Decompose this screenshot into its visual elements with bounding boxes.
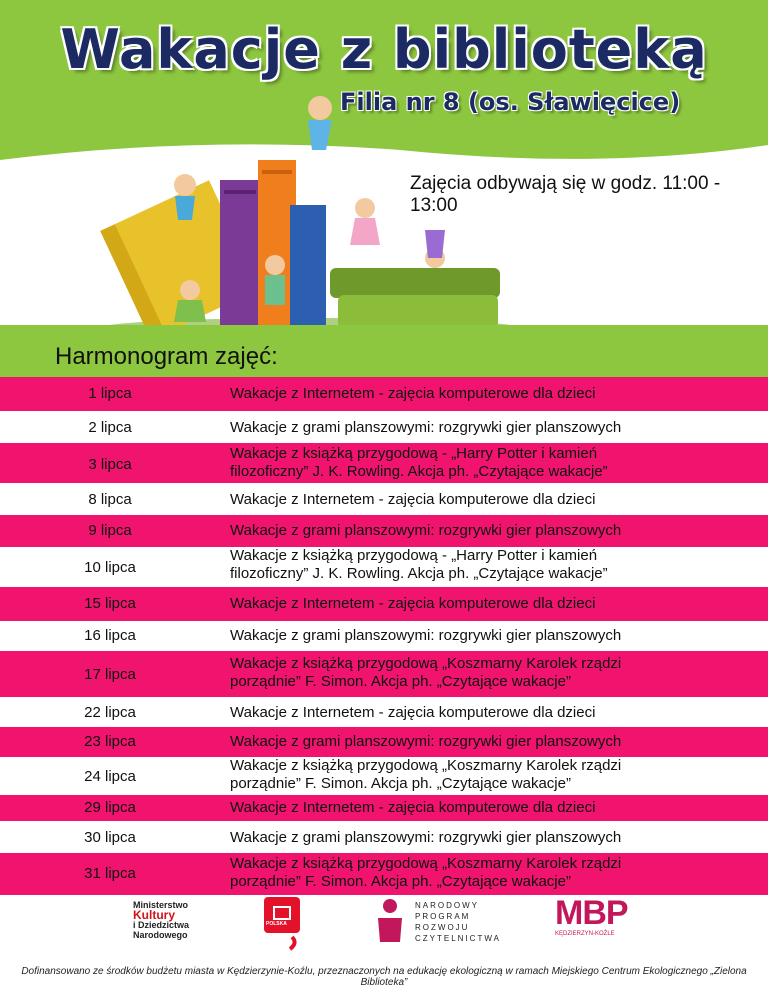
row-description: Wakacje z grami planszowymi: rozgrywki gier planszowych <box>230 522 622 539</box>
row-description: Wakacje z książką przygodową „Koszmarny Karolek rządzi <box>230 655 622 672</box>
page-subtitle: Filia nr 8 (os. Sławięcice) <box>340 88 681 116</box>
row-description: Wakacje z Internetem - zajęcia komputerowe dla dzieci <box>230 595 596 612</box>
ministry-logo <box>133 900 189 940</box>
row-date: 24 lipca <box>84 768 136 785</box>
funding-note: Dofinansowano ze środków budżetu miasta w Kędzierzynie-Koźlu, przeznaczonych na edukację ekologiczną w ramach Miejskiego Centrum Ekologicznego „Zielona Biblioteka” <box>21 966 747 988</box>
row-description: Wakacje z książką przygodową - „Harry Potter i kamień <box>230 547 598 564</box>
row-description: Wakacje z Internetem - zajęcia komputerowe dla dzieci <box>230 799 596 816</box>
row-description: Wakacje z książką przygodową „Koszmarny Karolek rządzi <box>230 757 622 774</box>
row-date: 31 lipca <box>84 865 136 882</box>
row-description: Wakacje z książką przygodową - „Harry Potter i kamień <box>230 445 598 462</box>
books-children-illustration <box>80 90 540 340</box>
row-description: Wakacje z grami planszowymi: rozgrywki gier planszowych <box>230 419 622 436</box>
nprcz-figure-icon <box>375 898 405 948</box>
schedule-row <box>0 483 768 515</box>
ministry-logo-line1: Ministerstwo <box>133 900 189 910</box>
nprcz-logo-text <box>415 900 501 944</box>
ministry-logo-line4: Narodowego <box>133 930 188 940</box>
hours-text: Zajęcia odbywają się w godz. 11:00 - 13:00 <box>410 173 721 216</box>
row-date: 23 lipca <box>84 733 136 750</box>
schedule-row <box>0 377 768 411</box>
mbp-logo <box>555 894 628 937</box>
schedule-row <box>0 727 768 757</box>
schedule-row <box>0 621 768 651</box>
row-description: Wakacje z grami planszowymi: rozgrywki gier planszowych <box>230 829 622 846</box>
mbp-label: MBP <box>555 894 628 932</box>
row-date: 9 lipca <box>88 522 132 539</box>
row-date: 22 lipca <box>84 704 136 721</box>
page-title: Wakacje z biblioteką <box>60 18 708 81</box>
schedule-row <box>0 757 768 795</box>
schedule-row <box>0 587 768 621</box>
row-description-line2: porządnie” F. Simon. Akcja ph. „Czytające wakacje” <box>230 673 571 690</box>
ministry-logo-line3: i Dziedzictwa <box>133 920 190 930</box>
row-description-line2: filozoficzny” J. K. Rowling. Akcja ph. „Czytające wakacje” <box>230 565 608 582</box>
row-description: Wakacje z Internetem - zajęcia komputerowe dla dzieci <box>230 491 596 508</box>
schedule-row <box>0 795 768 821</box>
schedule-heading: Harmonogram zajęć: <box>55 343 278 370</box>
mbp-city: KĘDZIERZYN-KOŹLE <box>555 931 615 937</box>
schedule-row <box>0 821 768 853</box>
schedule-row <box>0 515 768 547</box>
row-description: Wakacje z grami planszowymi: rozgrywki gier planszowych <box>230 627 622 644</box>
row-date: 10 lipca <box>84 559 136 576</box>
row-description: Wakacje z Internetem - zajęcia komputerowe dla dzieci <box>230 704 596 721</box>
row-date: 2 lipca <box>88 419 132 436</box>
schedule-row <box>0 443 768 483</box>
schedule-row <box>0 697 768 727</box>
row-date: 16 lipca <box>84 627 136 644</box>
row-description: Wakacje z grami planszowymi: rozgrywki gier planszowych <box>230 733 622 750</box>
row-description-line2: filozoficzny” J. K. Rowling. Akcja ph. „Czytające wakacje” <box>230 463 608 480</box>
row-date: 17 lipca <box>84 666 136 683</box>
row-description: Wakacje z książką przygodową „Koszmarny Karolek rządzi <box>230 855 622 872</box>
row-date: 29 lipca <box>84 799 136 816</box>
nprcz-line4: CZYTELNICTWA <box>415 934 501 943</box>
nprcz-line3: ROZWOJU <box>415 923 470 932</box>
ministry-logo-line2: Kultury <box>133 908 175 922</box>
row-date: 8 lipca <box>88 491 132 508</box>
row-date: 1 lipca <box>88 385 132 402</box>
schedule-row <box>0 547 768 587</box>
row-date: 3 lipca <box>88 456 132 473</box>
sponsor-logos <box>0 895 768 965</box>
row-description-line2: porządnie” F. Simon. Akcja ph. „Czytające wakacje” <box>230 873 571 890</box>
polska-logo <box>262 895 302 951</box>
schedule-row <box>0 651 768 697</box>
row-date: 30 lipca <box>84 829 136 846</box>
schedule-row <box>0 853 768 895</box>
nprcz-line2: PROGRAM <box>415 912 471 921</box>
nprcz-line1: NARODOWY <box>415 901 479 910</box>
row-description-line2: porządnie” F. Simon. Akcja ph. „Czytające wakacje” <box>230 775 571 792</box>
polska-label: POLSKA <box>266 921 287 927</box>
row-date: 15 lipca <box>84 595 136 612</box>
nprcz-emblem <box>375 898 405 948</box>
row-description: Wakacje z Internetem - zajęcia komputerowe dla dzieci <box>230 385 596 402</box>
schedule-row <box>0 411 768 443</box>
